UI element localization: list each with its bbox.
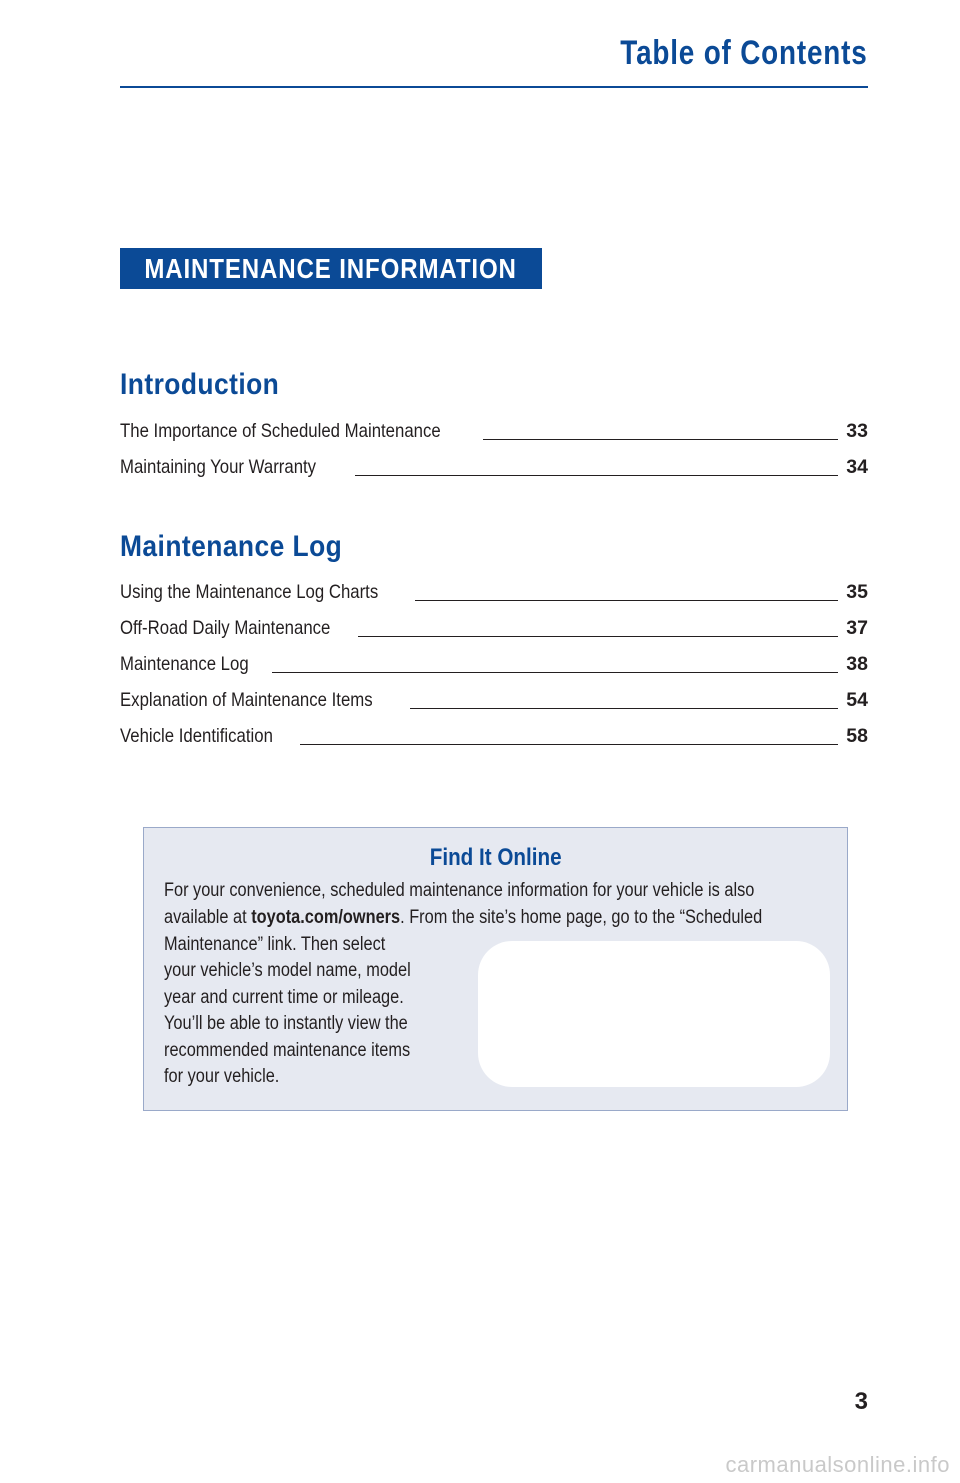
toc-entry-label: Explanation of Maintenance Items — [120, 689, 373, 711]
toc-entry[interactable] — [120, 578, 868, 604]
toc-entry-page: 37 — [846, 617, 868, 639]
toc-entry[interactable] — [120, 650, 868, 676]
toc-entry[interactable] — [120, 686, 868, 712]
header-divider — [120, 86, 868, 88]
section-banner-label: MAINTENANCE INFORMATION — [144, 252, 518, 284]
find-text-line: For your convenience, scheduled maintenance information for your vehicle is also — [164, 880, 755, 901]
find-text-segment: . From the site’s home page, go to the “Scheduled — [400, 907, 763, 928]
toc-entry-page: 35 — [846, 581, 868, 603]
find-text-segment: available at — [164, 907, 252, 928]
find-text-line: You’ll be able to instantly view the — [164, 1013, 408, 1034]
leader-line — [300, 744, 838, 746]
toc-entry-label: Using the Maintenance Log Charts — [120, 581, 379, 603]
toc-entry-label: Vehicle Identification — [120, 725, 273, 747]
toc-entry-page: 33 — [846, 420, 868, 442]
find-it-online-box — [143, 827, 848, 1111]
group-heading-maintenance-log: Maintenance Log — [120, 530, 343, 563]
watermark: carmanualsonline.info — [725, 1452, 950, 1477]
leader-line — [272, 672, 838, 674]
page-title: Table of Contents — [620, 34, 868, 72]
find-text-line — [164, 905, 762, 932]
toc-entry-label: Off-Road Daily Maintenance — [120, 617, 331, 639]
toc-entry-label: Maintenance Log — [120, 653, 249, 675]
find-it-online-title-text: Find It Online — [429, 844, 562, 871]
find-text-line: recommended maintenance items — [164, 1040, 411, 1061]
toc-entry[interactable] — [120, 417, 868, 443]
toc-entry-page: 34 — [846, 456, 868, 478]
rounded-panel — [478, 941, 830, 1087]
find-text-line: year and current time or mileage. — [164, 987, 404, 1008]
find-text-line: for your vehicle. — [164, 1066, 280, 1087]
toc-entry[interactable] — [120, 614, 868, 640]
group-heading-introduction: Introduction — [120, 368, 280, 401]
find-text-line: your vehicle’s model name, model — [164, 960, 411, 981]
find-it-online-title — [144, 844, 847, 872]
toc-entry-label: Maintaining Your Warranty — [120, 456, 317, 478]
leader-line — [483, 439, 838, 441]
section-banner — [120, 248, 542, 289]
owners-site-link[interactable]: toyota.com/owners — [251, 907, 401, 928]
toc-entry-label: The Importance of Scheduled Maintenance — [120, 420, 441, 442]
toc-entry-page: 58 — [846, 725, 868, 747]
toc-entry[interactable] — [120, 453, 868, 479]
leader-line — [358, 636, 838, 638]
leader-line — [415, 600, 838, 602]
leader-line — [355, 475, 838, 477]
page-number: 3 — [854, 1388, 868, 1415]
toc-entry-page: 38 — [846, 653, 868, 675]
find-text-line: Maintenance” link. Then select — [164, 934, 386, 955]
leader-line — [410, 708, 838, 710]
toc-entry-page: 54 — [846, 689, 868, 711]
toc-entry[interactable] — [120, 722, 868, 748]
